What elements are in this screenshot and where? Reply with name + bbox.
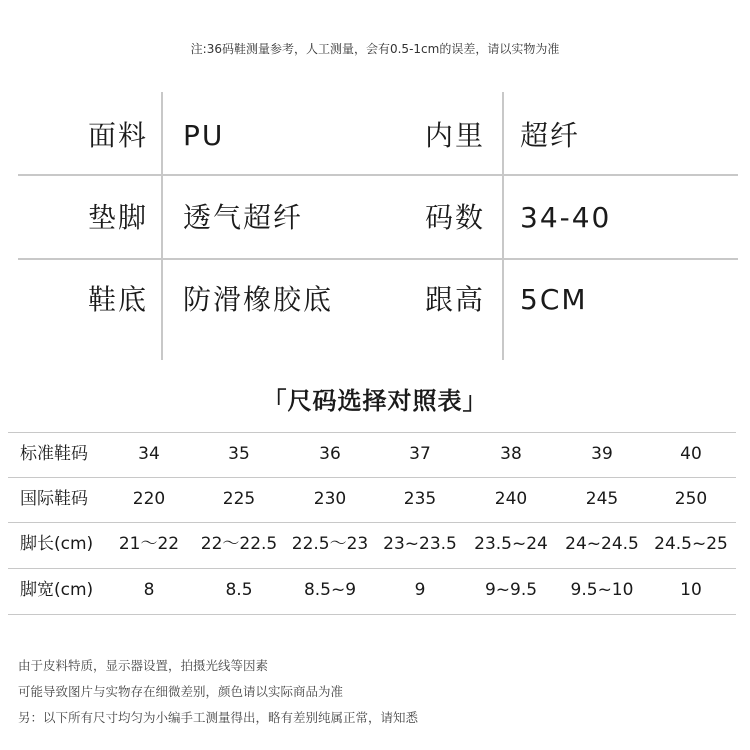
size-cell: 23.5~24 (474, 534, 548, 554)
size-cell: 22～22.5 (200, 534, 278, 554)
size-row-label: 国际鞋码 (20, 489, 88, 509)
size-row-foot-width (8, 568, 736, 614)
size-cell: 245 (585, 489, 619, 509)
size-row-international (8, 477, 736, 522)
size-cell: 38 (500, 444, 522, 464)
spec-table (18, 92, 738, 360)
size-cell: 8.5 (225, 580, 253, 600)
size-cell: 230 (313, 489, 347, 509)
size-row-divider (8, 614, 736, 615)
size-cell: 34 (138, 444, 160, 464)
size-cell: 35 (228, 444, 250, 464)
size-cell: 9~9.5 (484, 580, 538, 600)
size-cell: 10 (680, 580, 702, 600)
size-cell: 36 (319, 444, 341, 464)
size-cell: 240 (494, 489, 528, 509)
size-cell: 8.5~9 (303, 580, 357, 600)
disclaimer (18, 653, 418, 731)
spec-value-sizes: 34-40 (520, 201, 612, 234)
size-cell: 37 (409, 444, 431, 464)
size-row-label: 标准鞋码 (20, 444, 88, 464)
spec-value-lining: 超纤 (520, 119, 581, 152)
size-cell: 24~24.5 (565, 534, 639, 554)
spec-label-material: 面料 (88, 119, 149, 152)
size-cell: 23~23.5 (383, 534, 457, 554)
spec-value-material: PU (183, 119, 225, 152)
size-row-label: 脚宽(cm) (20, 580, 94, 600)
spec-label-lining: 内里 (425, 119, 486, 152)
spec-label-sole: 鞋底 (88, 283, 149, 316)
disclaimer-line: 由于皮料特质，显示器设置，拍摄光线等因素 (18, 658, 269, 673)
size-cell: 39 (591, 444, 613, 464)
size-chart-title: 「尺码选择对照表」 (262, 387, 488, 415)
disclaimer-line: 另：以下所有尺寸均匀为小编手工测量得出，略有差别纯属正常，请知悉 (18, 710, 419, 725)
size-cell: 24.5~25 (654, 534, 728, 554)
size-cell: 235 (403, 489, 437, 509)
size-cell: 9.5~10 (570, 580, 634, 600)
spec-label-sizes: 码数 (425, 201, 486, 234)
spec-label-insole: 垫脚 (88, 201, 149, 234)
spec-divider (161, 92, 163, 360)
size-cell: 21～22 (118, 534, 180, 554)
size-row-standard (8, 432, 736, 477)
size-cell: 225 (222, 489, 256, 509)
size-row-label: 脚长(cm) (20, 534, 94, 554)
size-cell: 9 (414, 580, 426, 600)
spec-value-sole: 防滑橡胶底 (183, 283, 334, 316)
size-cell: 220 (132, 489, 166, 509)
spec-row-divider (18, 258, 738, 260)
size-cell: 22.5～23 (291, 534, 369, 554)
size-cell: 40 (680, 444, 702, 464)
spec-divider (502, 92, 504, 360)
size-chart-table (8, 432, 736, 616)
spec-value-heel: 5CM (520, 283, 588, 316)
disclaimer-line: 可能导致图片与实物存在细微差别，颜色请以实际商品为准 (18, 684, 344, 699)
size-cell: 250 (674, 489, 708, 509)
spec-label-heel: 跟高 (425, 283, 486, 316)
spec-row-divider (18, 174, 738, 176)
measurement-note: 注:36码鞋测量参考，人工测量，会有0.5-1cm的误差，请以实物为准 (190, 42, 560, 56)
size-row-foot-length (8, 522, 736, 568)
size-cell: 8 (143, 580, 155, 600)
spec-value-insole: 透气超纤 (183, 201, 304, 234)
